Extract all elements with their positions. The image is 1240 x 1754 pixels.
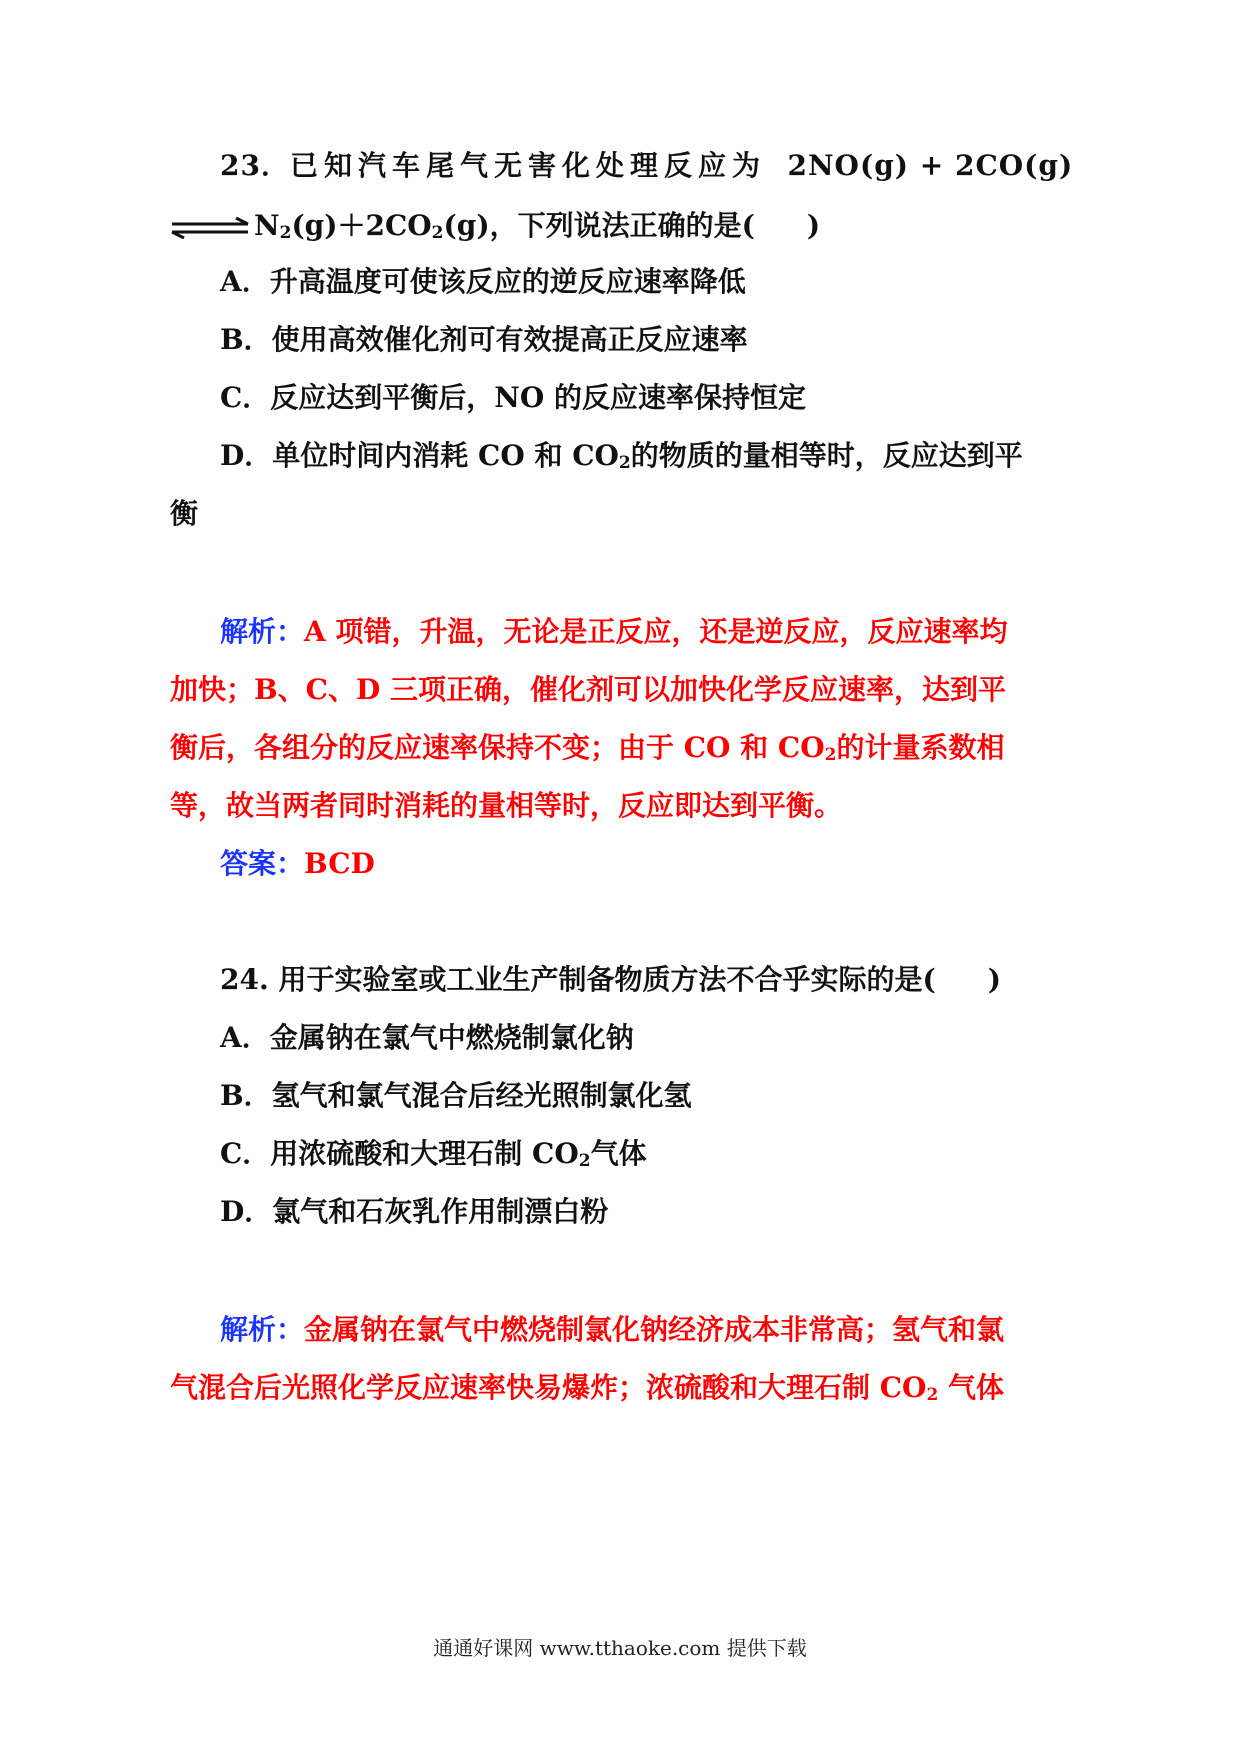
page-footer: 通通好课网 www.tthaoke.com 提供下载 xyxy=(433,1636,807,1660)
q24-option-b: B．氢气和氯气混合后经光照制氯化氢 xyxy=(220,1079,692,1112)
q23-equation-left: 2NO(g) + 2CO(g) xyxy=(787,149,1074,182)
q24-option-d: D．氯气和石灰乳作用制漂白粉 xyxy=(220,1195,609,1228)
q23-analysis-line4: 等，故当两者同时消耗的量相等时，反应即达到平衡。 xyxy=(170,789,843,822)
q23-option-a: A．升高温度可使该反应的逆反应速率降低 xyxy=(220,265,746,298)
q23-number: 23． xyxy=(220,149,290,182)
q23-stem-line1: 23．已知汽车尾气无害化处理反应为 2NO(g) + 2CO(g) xyxy=(220,149,1074,182)
q23-analysis-line1: 解析：A 项错，升温，无论是正反应，还是逆反应，反应速率均 xyxy=(220,615,1008,648)
analysis-label: 解析： xyxy=(220,615,305,648)
q23-stem-line2: $N_2(g)+2CO_2(g)$，下列说法正确的是( ) xyxy=(170,206,820,246)
q24-analysis-line1: 解析：金属钠在氯气中燃烧制氯化钠经济成本非常高；氢气和氯 xyxy=(220,1313,1005,1346)
q23-analysis-line3: 衡后，各组分的反应速率保持不变；由于 CO 和 $CO_2$的计量系数相 xyxy=(170,731,1005,765)
q23-analysis-line2: 加快；B、C、D 三项正确，催化剂可以加快化学反应速率，达到平 xyxy=(170,673,1006,706)
q24-analysis-line2: 气混合后光照化学反应速率快易爆炸；浓硫酸和大理石制 $CO_2$ 气体 xyxy=(170,1371,1005,1405)
q23-option-b: B．使用高效催化剂可有效提高正反应速率 xyxy=(220,323,748,356)
analysis-label: 解析： xyxy=(220,1313,305,1346)
q24-number: 24. xyxy=(220,963,269,996)
q24-option-a: A．金属钠在氯气中燃烧制氯化钠 xyxy=(220,1021,634,1054)
q23-option-c: C．反应达到平衡后，NO 的反应速率保持恒定 xyxy=(220,381,807,414)
q24-stem: 24. 用于实验室或工业生产制备物质方法不合乎实际的是( ) xyxy=(220,963,1001,996)
q23-option-d-continued: 衡 xyxy=(170,497,199,530)
answer-label: 答案： xyxy=(220,847,305,880)
q23-option-d: D．单位时间内消耗 CO 和 $CO_2$的物质的量相等时，反应达到平 xyxy=(220,439,1023,473)
answer-value: BCD xyxy=(304,847,375,880)
reversible-arrow-icon xyxy=(170,217,250,239)
q23-answer xyxy=(220,844,375,884)
q24-option-c: C．用浓硫酸和大理石制 $CO_2$气体 xyxy=(220,1137,647,1171)
